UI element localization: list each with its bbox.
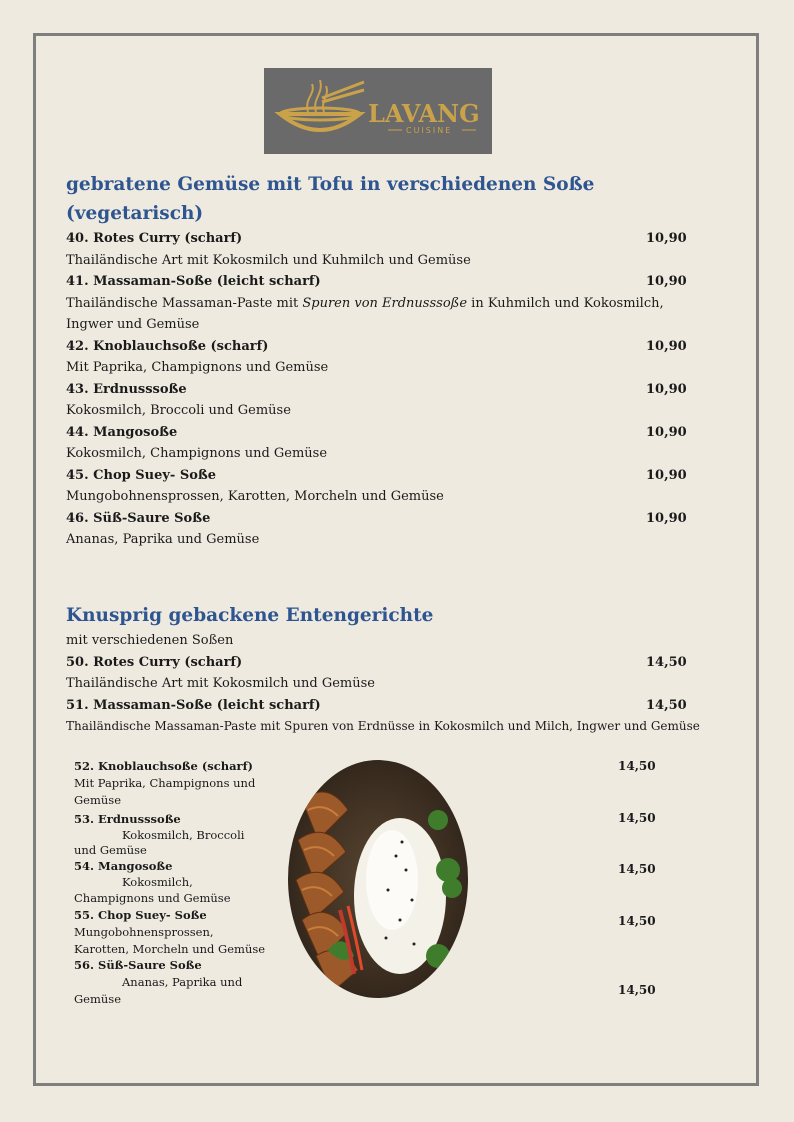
menu-item (66, 465, 706, 487)
item-name: 40. Rotes Curry (scharf) (66, 231, 243, 246)
section-title: gebratene Gemüse mit Tofu in verschiedenen Soße (vegetarisch) (66, 174, 595, 224)
logo-subtitle-text: CUISINE (406, 126, 453, 135)
item-description (66, 293, 706, 336)
menu-item (66, 652, 706, 674)
item-description: Mit Paprika, Champignons und Gemüse (74, 776, 256, 807)
item-price: 14,50 (646, 654, 687, 670)
item-description-italic: Spuren von Erdnusssoße (302, 295, 468, 311)
item-price: 10,90 (646, 467, 687, 483)
logo-brand-text: LAVANG (368, 99, 480, 128)
item-description: Kokosmilch, Broccoli (122, 828, 245, 842)
item-description: Kokosmilch, Champignons und Gemüse (66, 446, 328, 461)
item-description: Champignons und Gemüse (74, 891, 231, 905)
section-vegetarian (66, 170, 706, 551)
item-name: 55. Chop Suey- Soße (74, 908, 207, 922)
menu-item (66, 228, 706, 250)
item-price: 14,50 (618, 914, 656, 928)
item-price: 10,90 (646, 381, 687, 397)
menu-item (66, 379, 706, 401)
item-price: 10,90 (646, 338, 687, 354)
small-menu-list (74, 758, 274, 1008)
item-description: Ananas, Paprika und Gemüse (66, 532, 260, 547)
item-price: 14,50 (618, 759, 656, 773)
menu-item (66, 422, 706, 444)
item-description: Thailändische Art mit Kokosmilch und Kuhmilch und Gemüse (66, 252, 471, 268)
item-name: 41. Massaman-Soße (leicht scharf) (66, 274, 321, 289)
restaurant-logo (264, 68, 492, 154)
item-name: 44. Mangosoße (66, 424, 178, 440)
item-price: 14,50 (618, 862, 656, 876)
item-name: 42. Knoblauchsoße (scharf) (66, 338, 269, 354)
item-description: Thailändische Art mit Kokosmilch und Gemüse (66, 676, 375, 691)
item-description: Mungobohnensprossen, Karotten, Morcheln und Gemüse (66, 489, 444, 504)
menu-item (66, 508, 706, 530)
item-price: 14,50 (646, 697, 687, 713)
item-price: 10,90 (646, 274, 687, 289)
item-description: und Gemüse (74, 843, 147, 857)
item-name: 54. Mangosoße (74, 859, 173, 873)
item-name: 56. Süß-Saure Soße (74, 958, 202, 972)
item-description: Mungobohnensprossen, (74, 925, 214, 939)
menu-item (66, 336, 706, 358)
section-subtitle: mit verschiedenen Soßen (66, 633, 234, 648)
item-description: Karotten, Morcheln und Gemüse (74, 942, 266, 956)
item-description: Gemüse (74, 992, 122, 1006)
item-name: 45. Chop Suey- Soße (66, 467, 217, 483)
item-name: 53. Erdnusssoße (74, 812, 181, 826)
item-name: 52. Knoblauchsoße (scharf) (74, 759, 254, 773)
item-description: Ananas, Paprika und (122, 975, 243, 989)
duck-dish-image (288, 760, 468, 998)
item-name: 50. Rotes Curry (scharf) (66, 654, 243, 670)
section-duck (66, 601, 706, 737)
item-name: 46. Süß-Saure Soße (66, 510, 211, 526)
item-description-part: in Kuhmilch und Kokosmilch, Ingwer und Gemüse (66, 295, 664, 332)
menu-item (66, 271, 706, 293)
section-title: Knusprig gebackene Entengerichte (66, 605, 434, 626)
item-price: 10,90 (646, 424, 687, 440)
item-price: 14,50 (618, 811, 656, 825)
item-description-part: Thailändische Massaman-Paste mit (66, 295, 303, 311)
item-description: Kokosmilch, Broccoli und Gemüse (66, 403, 291, 418)
item-price: 10,90 (646, 510, 687, 526)
item-name: 43. Erdnusssoße (66, 381, 187, 397)
item-name: 51. Massaman-Soße (leicht scharf) (66, 697, 321, 713)
item-description: Thailändische Massaman-Paste mit Spuren von Erdnüsse in Kokosmilch und Milch, Ingwer und Gemüse (66, 719, 700, 733)
menu-item (66, 695, 706, 717)
item-description: Mit Paprika, Champignons und Gemüse (66, 360, 329, 375)
item-price: 14,50 (618, 983, 656, 997)
item-price: 10,90 (646, 231, 687, 246)
item-description: Kokosmilch, (122, 875, 193, 889)
